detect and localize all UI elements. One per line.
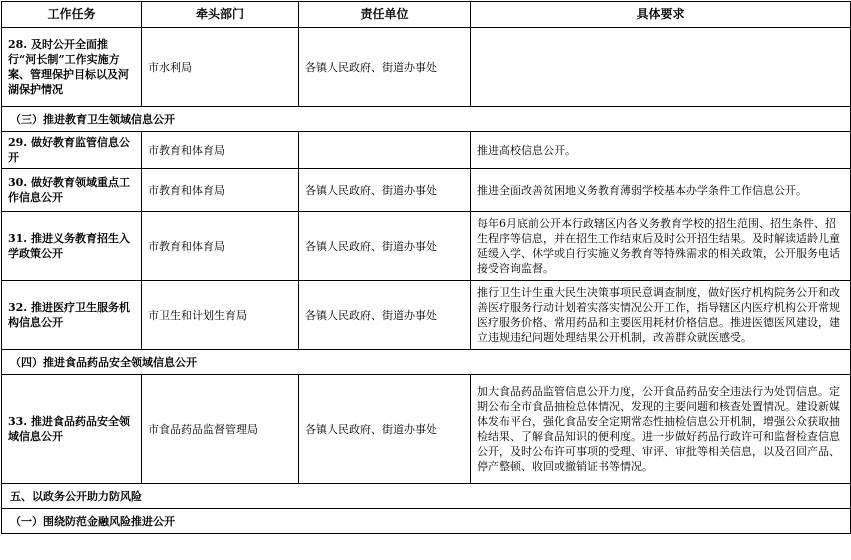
responsible-unit-cell: 各镇人民政府、街道办事处 xyxy=(299,28,471,107)
task-cell: 29. 做好教育监管信息公开 xyxy=(2,132,142,169)
requirements-cell: 推行卫生计生重大民生决策事项民意调查制度，做好医疗机构院务公开和改善医疗服务行动计划着实落实情况公开工作，指导辖区内医疗机构公开常规医疗服务价格、常用药品和主要医用耗材价格信息。推进医德医风建设，建立违规违纪问题处理结果公开机制，改善群众就医感受。 xyxy=(471,281,851,350)
responsible-unit-cell: 各镇人民政府、街道办事处 xyxy=(299,169,471,212)
lead-dept-cell: 市食品药品监督管理局 xyxy=(142,375,299,484)
section-heading: （三）推进教育卫生领域信息公开 xyxy=(2,107,851,132)
header-row xyxy=(2,2,851,28)
task-table xyxy=(1,1,851,534)
section-heading: 五、以政务公开助力防风险 xyxy=(2,484,851,509)
requirements-cell xyxy=(471,28,851,107)
section-row xyxy=(2,484,851,509)
requirements-cell: 加大食品药品监管信息公开力度，公开食品药品安全违法行为处罚信息。定期公布全市食品抽检总体情况、发现的主要问题和核查处置情况。建设新媒体发布平台，强化食品安全定期常态性抽检信息公开机制，增强公众获取抽检结果、了解食品知识的便利度。进一步做好药品行政许可和监督检查信息公开，及时公布许可事项的受理、审评、审批等相关信息，以及召回产品、停产整顿、收回或撤销证书等情况。 xyxy=(471,375,851,484)
table-row xyxy=(2,375,851,484)
lead-dept-cell: 市教育和体育局 xyxy=(142,169,299,212)
task-cell: 28. 及时公开全面推行“河长制”工作实施方案、管理保护目标以及河湖保护情况 xyxy=(2,28,142,107)
requirements-cell: 每年6月底前公开本行政辖区内各义务教育学校的招生范围、招生条件、招生程序等信息，并在招生工作结束后及时公开招生结果。及时解读适龄儿童延缓入学、休学或自行实施义务教育等特殊需求的相关政策，公开服务电话接受咨询监督。 xyxy=(471,212,851,281)
task-cell: 32. 推进医疗卫生服务机构信息公开 xyxy=(2,281,142,350)
header-lead-dept: 牵头部门 xyxy=(142,2,299,28)
table-row xyxy=(2,281,851,350)
lead-dept-cell: 市卫生和计划生育局 xyxy=(142,281,299,350)
requirements-cell: 推进全面改善贫困地义务教育薄弱学校基本办学条件工作信息公开。 xyxy=(471,169,851,212)
header-task: 工作任务 xyxy=(2,2,142,28)
header-responsible-unit: 责任单位 xyxy=(299,2,471,28)
section-row xyxy=(2,509,851,534)
table-row xyxy=(2,28,851,107)
header-requirements: 具体要求 xyxy=(471,2,851,28)
lead-dept-cell: 市水利局 xyxy=(142,28,299,107)
section-row xyxy=(2,107,851,132)
task-cell: 30. 做好教育领域重点工作信息公开 xyxy=(2,169,142,212)
table-row xyxy=(2,212,851,281)
section-row xyxy=(2,350,851,375)
lead-dept-cell: 市教育和体育局 xyxy=(142,132,299,169)
table-row xyxy=(2,169,851,212)
lead-dept-cell: 市教育和体育局 xyxy=(142,212,299,281)
task-cell: 31. 推进义务教育招生入学政策公开 xyxy=(2,212,142,281)
section-heading: （四）推进食品药品安全领域信息公开 xyxy=(2,350,851,375)
section-heading: （一）围绕防范金融风险推进公开 xyxy=(2,509,851,534)
task-cell: 33. 推进食品药品安全领域信息公开 xyxy=(2,375,142,484)
requirements-cell: 推进高校信息公开。 xyxy=(471,132,851,169)
responsible-unit-cell: 各镇人民政府、街道办事处 xyxy=(299,375,471,484)
table-row xyxy=(2,132,851,169)
responsible-unit-cell: 各镇人民政府、街道办事处 xyxy=(299,281,471,350)
responsible-unit-cell: 各镇人民政府、街道办事处 xyxy=(299,212,471,281)
responsible-unit-cell xyxy=(299,132,471,169)
